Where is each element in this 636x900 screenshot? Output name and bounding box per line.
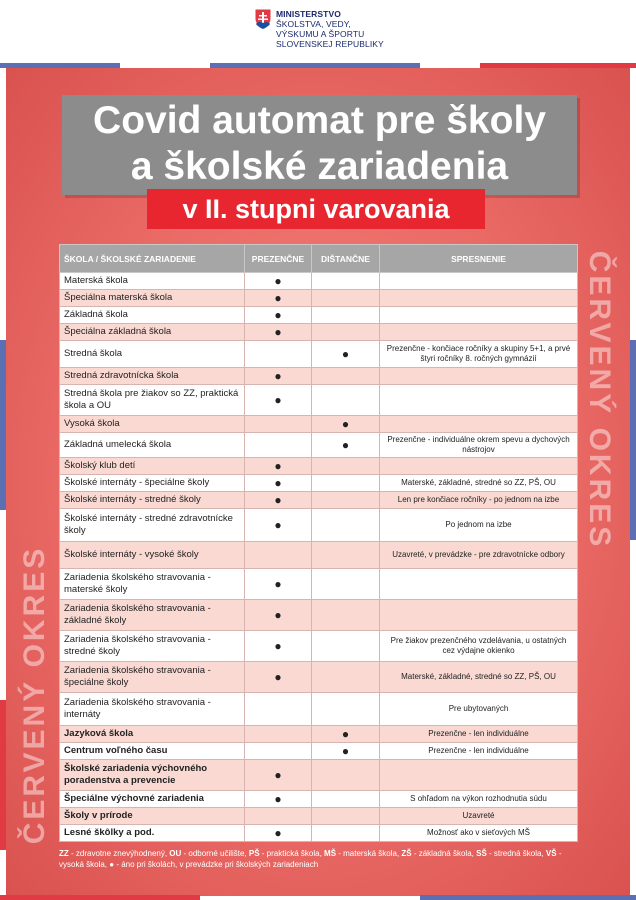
row-prezencne: ●: [245, 600, 312, 631]
row-distancne: [312, 385, 380, 416]
row-prezencne: ●: [245, 385, 312, 416]
row-school-name: Zariadenia školského stravovania - internáty: [60, 693, 245, 726]
header-distancne: DIŠTANČNE: [312, 245, 380, 273]
legend-abbr: ZZ: [59, 849, 69, 858]
row-prezencne: [245, 743, 312, 760]
row-school-name: Špeciálne výchovné zariadenia: [60, 791, 245, 808]
table-row: [60, 791, 578, 808]
row-spresnenie: [380, 368, 578, 385]
schools-table: [59, 244, 578, 842]
table-row: [60, 416, 578, 433]
row-school-name: Školské internáty - stredné zdravotnícke školy: [60, 509, 245, 542]
legend-text: - zdravotne znevýhodnený,: [68, 849, 170, 858]
table-row: [60, 726, 578, 743]
table-row: [60, 385, 578, 416]
legend-abbr: VŠ: [545, 849, 557, 858]
row-prezencne: [245, 341, 312, 368]
row-school-name: Školské internáty - špeciálne školy: [60, 475, 245, 492]
row-prezencne: ●: [245, 307, 312, 324]
side-stripe-right-blue: [630, 340, 636, 540]
side-stripe-left-red: [0, 700, 6, 850]
row-spresnenie: [380, 385, 578, 416]
table-row: [60, 307, 578, 324]
table-row: [60, 693, 578, 726]
legend-abbr: SŠ: [476, 849, 487, 858]
row-distancne: [312, 791, 380, 808]
row-spresnenie: [380, 760, 578, 791]
row-distancne: [312, 492, 380, 509]
row-distancne: [312, 760, 380, 791]
row-school-name: Zariadenia školského stravovania - materské školy: [60, 569, 245, 600]
row-spresnenie: Materské, základné, stredné so ZZ, PŠ, OU: [380, 662, 578, 693]
row-distancne: [312, 808, 380, 825]
row-school-name: Lesné škôlky a pod.: [60, 825, 245, 842]
row-distancne: [312, 509, 380, 542]
row-prezencne: [245, 542, 312, 569]
row-prezencne: ●: [245, 569, 312, 600]
footer-legend: [59, 848, 579, 870]
row-prezencne: [245, 693, 312, 726]
row-school-name: Stredná škola pre žiakov so ZZ, praktická škola a OU: [60, 385, 245, 416]
ministry-line-2: ŠKOLSTVA, VEDY,: [276, 19, 351, 29]
legend-abbr: ●: [109, 860, 115, 869]
table-row: [60, 509, 578, 542]
row-distancne: [312, 662, 380, 693]
header-school: ŠKOLA / ŠKOLSKÉ ZARIADENIE: [60, 245, 245, 273]
table-row: [60, 825, 578, 842]
bottom-stripe-right: [420, 895, 636, 900]
ministry-logo: [254, 8, 394, 54]
row-prezencne: ●: [245, 825, 312, 842]
row-spresnenie: [380, 458, 578, 475]
legend-abbr: OU: [169, 849, 182, 858]
row-prezencne: ●: [245, 368, 312, 385]
slovak-coat-of-arms-icon: [254, 8, 272, 30]
row-distancne: ●: [312, 416, 380, 433]
row-prezencne: ●: [245, 458, 312, 475]
row-school-name: Centrum voľného času: [60, 743, 245, 760]
row-spresnenie: Pre žiakov prezenčného vzdelávania, u ostatných cez výdajne okienko: [380, 631, 578, 662]
legend-abbr: MŠ: [324, 849, 337, 858]
ministry-line-3: VÝSKUMU A ŠPORTU: [276, 29, 365, 39]
legend-text: - praktická škola,: [259, 849, 325, 858]
row-prezencne: ●: [245, 290, 312, 307]
table-row: [60, 760, 578, 791]
table-row: [60, 324, 578, 341]
row-distancne: [312, 458, 380, 475]
page-title-line-1: Covid automat pre školy: [93, 99, 546, 142]
row-spresnenie: Prezenčne - len individuálne: [380, 743, 578, 760]
table-row: [60, 341, 578, 368]
row-school-name: Základná umelecká škola: [60, 433, 245, 458]
row-distancne: [312, 631, 380, 662]
ministry-line-1: MINISTERSTVO: [276, 9, 341, 19]
row-spresnenie: [380, 600, 578, 631]
table-row: [60, 433, 578, 458]
row-spresnenie: Možnosť ako v sieťových MŠ: [380, 825, 578, 842]
row-school-name: Školy v prírode: [60, 808, 245, 825]
row-prezencne: ●: [245, 791, 312, 808]
ministry-line-4: SLOVENSKEJ REPUBLIKY: [276, 39, 384, 49]
legend-abbr: PŠ: [248, 849, 260, 858]
row-school-name: Zariadenia školského stravovania - stredné školy: [60, 631, 245, 662]
legend-text: - áno pri školách, v prevádzke pri školských zariadeniach: [114, 860, 319, 869]
table-row: [60, 600, 578, 631]
row-school-name: Zariadenia školského stravovania - špeciálne školy: [60, 662, 245, 693]
table-header-row: [60, 245, 578, 273]
legend-text: - materská škola,: [336, 849, 402, 858]
row-spresnenie: Uzavreté, v prevádzke - pre zdravotnícke odbory: [380, 542, 578, 569]
header: [0, 0, 636, 60]
header-prezencne: PREZENČNE: [245, 245, 312, 273]
page-subtitle: v II. stupni varovania: [147, 189, 485, 229]
header-spresnenie: SPRESNENIE: [380, 245, 578, 273]
table-row: [60, 569, 578, 600]
row-distancne: [312, 307, 380, 324]
row-distancne: [312, 324, 380, 341]
row-school-name: Špeciálna materská škola: [60, 290, 245, 307]
row-prezencne: [245, 433, 312, 458]
row-school-name: Stredná škola: [60, 341, 245, 368]
table-row: [60, 290, 578, 307]
row-prezencne: ●: [245, 662, 312, 693]
row-distancne: [312, 825, 380, 842]
row-spresnenie: Len pre končiace ročníky - po jednom na izbe: [380, 492, 578, 509]
row-prezencne: [245, 726, 312, 743]
row-school-name: Vysoká škola: [60, 416, 245, 433]
row-spresnenie: [380, 416, 578, 433]
row-distancne: [312, 368, 380, 385]
row-spresnenie: [380, 569, 578, 600]
row-school-name: Školské internáty - vysoké školy: [60, 542, 245, 569]
table-row: [60, 368, 578, 385]
row-spresnenie: Prezenčne - len individuálne: [380, 726, 578, 743]
row-spresnenie: Pre ubytovaných: [380, 693, 578, 726]
row-school-name: Jazyková škola: [60, 726, 245, 743]
row-prezencne: ●: [245, 760, 312, 791]
row-distancne: [312, 475, 380, 492]
row-prezencne: ●: [245, 509, 312, 542]
table-row: [60, 492, 578, 509]
row-prezencne: [245, 416, 312, 433]
table-row: [60, 475, 578, 492]
row-distancne: [312, 542, 380, 569]
table-row: [60, 458, 578, 475]
side-label-right-text: ČERVENÝ OKRES: [583, 250, 616, 550]
row-school-name: Stredná zdravotnícka škola: [60, 368, 245, 385]
row-distancne: [312, 290, 380, 307]
row-spresnenie: [380, 307, 578, 324]
row-school-name: Špeciálna základná škola: [60, 324, 245, 341]
row-spresnenie: Prezenčne - individuálne okrem spevu a dychových nástrojov: [380, 433, 578, 458]
row-prezencne: ●: [245, 475, 312, 492]
row-distancne: ●: [312, 341, 380, 368]
row-prezencne: ●: [245, 324, 312, 341]
row-spresnenie: Uzavreté: [380, 808, 578, 825]
table-row: [60, 273, 578, 290]
table-row: [60, 631, 578, 662]
row-spresnenie: [380, 273, 578, 290]
row-prezencne: [245, 808, 312, 825]
row-school-name: Školské internáty - stredné školy: [60, 492, 245, 509]
page-title-line-2: a školské zariadenia: [130, 145, 509, 188]
row-spresnenie: [380, 324, 578, 341]
side-stripe-left-blue: [0, 340, 6, 510]
row-spresnenie: Materské, základné, stredné so ZZ, PŠ, OU: [380, 475, 578, 492]
row-spresnenie: [380, 290, 578, 307]
table-row: [60, 743, 578, 760]
legend-text: - odborné učilište,: [181, 849, 249, 858]
table-row: [60, 662, 578, 693]
row-prezencne: ●: [245, 273, 312, 290]
row-distancne: [312, 273, 380, 290]
row-school-name: Školské zariadenia výchovného poradenstva a prevencie: [60, 760, 245, 791]
side-label-left: [20, 545, 50, 845]
row-school-name: Školský klub detí: [60, 458, 245, 475]
row-spresnenie: Po jednom na izbe: [380, 509, 578, 542]
title-box: [62, 95, 577, 195]
row-school-name: Zariadenia školského stravovania - základné školy: [60, 600, 245, 631]
row-prezencne: ●: [245, 631, 312, 662]
row-school-name: Materská škola: [60, 273, 245, 290]
row-distancne: ●: [312, 433, 380, 458]
row-distancne: [312, 569, 380, 600]
legend-abbr: ZŠ: [401, 849, 412, 858]
legend-text: - základná škola,: [411, 849, 477, 858]
side-label-left-text: ČERVENÝ OKRES: [18, 545, 51, 845]
ministry-name: [276, 9, 384, 49]
row-spresnenie: Prezenčne - končiace ročníky a skupiny 5+1, a prvé štyri ročníky 8. ročných gymnázií: [380, 341, 578, 368]
row-distancne: ●: [312, 743, 380, 760]
row-spresnenie: S ohľadom na výkon rozhodnutia súdu: [380, 791, 578, 808]
row-distancne: [312, 600, 380, 631]
row-distancne: ●: [312, 726, 380, 743]
table-row: [60, 808, 578, 825]
bottom-stripe-left: [0, 895, 200, 900]
row-distancne: [312, 693, 380, 726]
row-prezencne: ●: [245, 492, 312, 509]
side-label-right: [584, 250, 614, 550]
row-school-name: Základná škola: [60, 307, 245, 324]
legend-text: - vysoká škola,: [59, 849, 562, 869]
table-row: [60, 542, 578, 569]
legend-text: - stredná škola,: [486, 849, 546, 858]
